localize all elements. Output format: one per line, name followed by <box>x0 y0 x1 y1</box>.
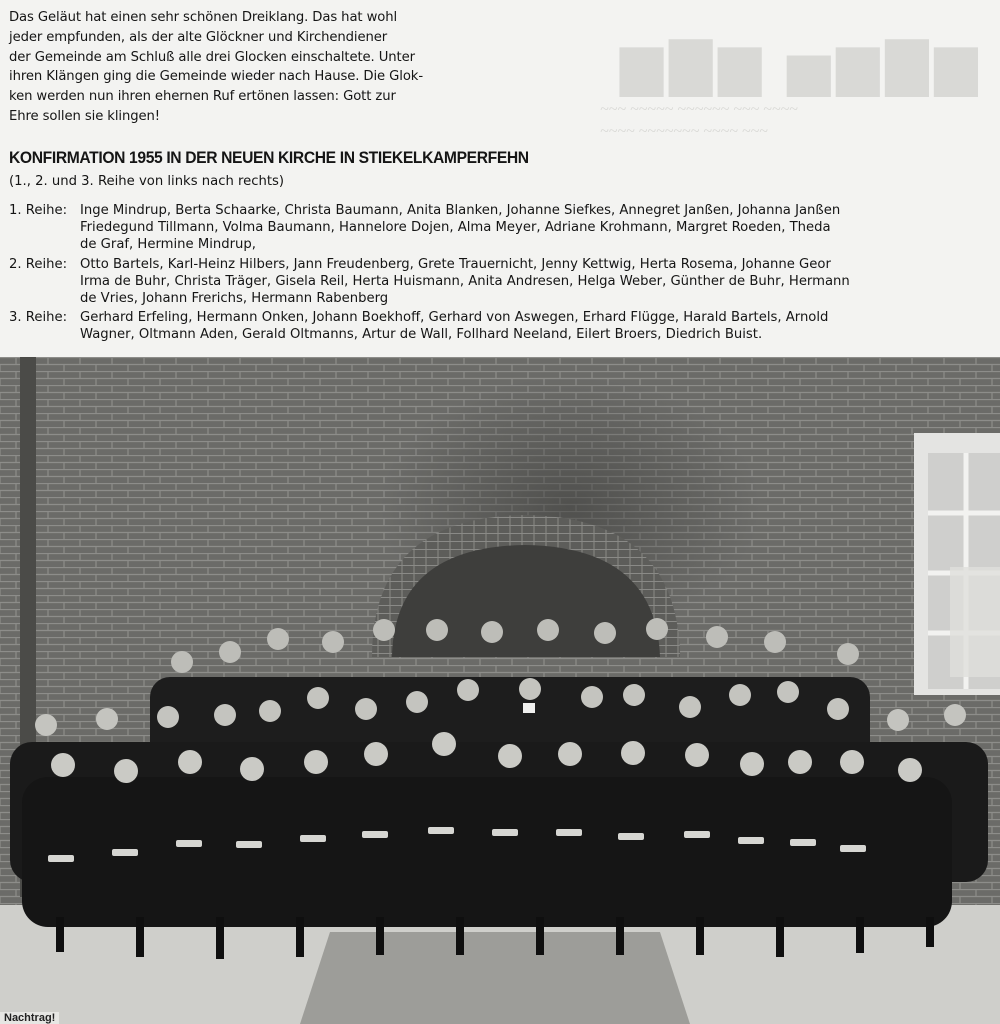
row-2 <box>9 256 1000 308</box>
row-label: 1. Reihe: <box>9 203 68 218</box>
row-names <box>80 309 1000 343</box>
names-line: Wagner, Oltmann Aden, Gerald Oltmanns, Artur de Wall, Follhard Neeland, Eilert Broers, Diedrich Buist. <box>80 327 763 343</box>
paved-path <box>300 932 690 1024</box>
names-line: Irma de Buhr, Christa Träger, Gisela Reil, Herta Huismann, Anita Andresen, Helga Weber, Günther de Buhr, Hermann <box>80 273 850 289</box>
intro-line: ken werden nun ihren ehernen Ruf ertönen lassen: Gott zur <box>9 89 396 105</box>
intro-line: der Gemeinde am Schluß alle drei Glocken einschaltete. Unter <box>9 49 415 65</box>
row-1 <box>9 202 1000 254</box>
show-through-text: ▆▇▆ ▅▆▇▆ ~~~ ~~~~~ ~~~~~~ ~~~ ~~~~ ~~~~ ~~~~~~~ ~~~~ ~~~ <box>600 34 984 140</box>
intro-line: jeder empfunden, als der alte Glöckner und Kirchendiener <box>9 29 388 45</box>
church-window <box>914 433 1000 695</box>
intro-line: Ehre sollen sie klingen! <box>9 108 160 124</box>
section-subheading: (1., 2. und 3. Reihe von links nach rechts) <box>9 174 285 189</box>
names-line: de Vries, Johann Frerichs, Hermann Rabenberg <box>80 291 389 307</box>
section-heading: KONFIRMATION 1955 IN DER NEUEN KIRCHE IN STIEKELKAMPERFEHN <box>9 148 529 167</box>
row-names <box>80 202 1000 254</box>
names-line: Friedegund Tillmann, Volma Baumann, Hannelore Dojen, Alma Meyer, Adriane Krohmann, Margret Roeden, Theda <box>80 220 831 236</box>
intro-line: Das Geläut hat einen sehr schönen Dreiklang. Das hat wohl <box>9 10 398 25</box>
name-rows <box>9 202 1000 346</box>
intro-line: ihren Klängen ging die Gemeinde wieder nach Hause. Die Glok- <box>9 69 423 85</box>
names-line: Otto Bartels, Karl-Heinz Hilbers, Jann Freudenberg, Grete Trauernicht, Jenny Kettwig, Herta Rosema, Johanne Geor <box>80 256 831 272</box>
intro-paragraph <box>9 8 509 127</box>
names-line: de Graf, Hermine Mindrup, <box>80 237 256 253</box>
group-photo <box>0 357 1000 1024</box>
row-3 <box>9 309 1000 343</box>
names-line: Gerhard Erfeling, Hermann Onken, Johann Boekhoff, Gerhard von Aswegen, Erhard Flügge, Harald Bartels, Arnold <box>80 310 829 326</box>
footer-fragment: Nachtrag! <box>0 1012 59 1024</box>
group-photo-illustration <box>0 357 1000 1024</box>
row-names <box>80 256 1000 308</box>
row-label: 2. Reihe: <box>9 256 68 272</box>
row-label: 3. Reihe: <box>9 310 68 326</box>
names-line: Inge Mindrup, Berta Schaarke, Christa Baumann, Anita Blanken, Johanne Siefkes, Annegret Janßen, Johanna Janßen <box>80 203 841 218</box>
